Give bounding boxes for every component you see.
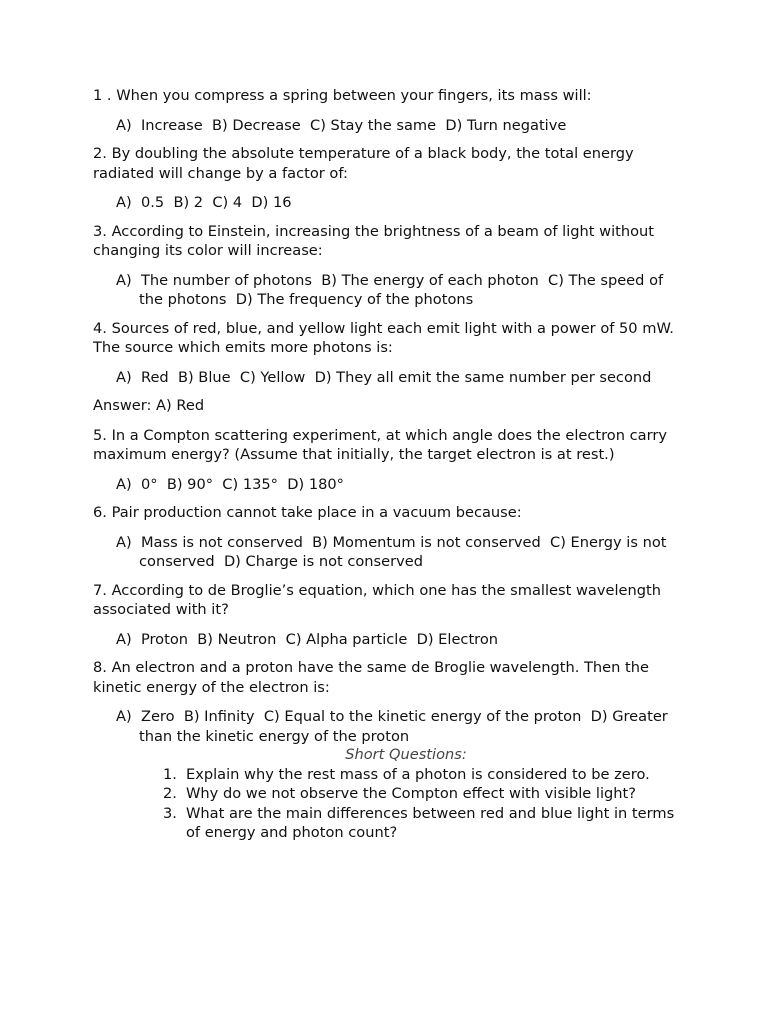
question-4-answer: Answer: A) Red bbox=[93, 397, 205, 414]
question-7-options: A) Proton B) Neutron C) Alpha particle D) Electron bbox=[116, 630, 499, 648]
question-5: 5. In a Compton scattering experiment, at which angle does the electron carry maximum energy? (Assume that initially, the target electron is at rest.) bbox=[93, 426, 667, 463]
list-item-number: 1. bbox=[163, 765, 177, 783]
question-4: 4. Sources of red, blue, and yellow light each emit light with a power of 50 mW. The source which emits more photons is: bbox=[93, 319, 674, 356]
question-2-options: A) 0.5 B) 2 C) 4 D) 16 bbox=[116, 194, 292, 211]
question-5-options: A) 0° B) 90° C) 135° D) 180° bbox=[116, 475, 344, 493]
list-item-number: 3. bbox=[163, 804, 177, 822]
question-4-options: A) Red B) Blue C) Yellow D) They all emit the same number per second bbox=[116, 368, 652, 386]
question-6: 6. Pair production cannot take place in a vacuum because: bbox=[93, 504, 522, 521]
question-6-options: A) Mass is not conserved B) Momentum is not conserved C) Energy is not conserved D) Charge is not conserved bbox=[116, 533, 667, 570]
list-item-text: Explain why the rest mass of a photon is considered to be zero. bbox=[186, 765, 650, 783]
question-7: 7. According to de Broglie’s equation, which one has the smallest wavelength associated with it? bbox=[93, 581, 661, 618]
list-item-text: Why do we not observe the Compton effect with visible light? bbox=[186, 785, 637, 802]
short-questions-title: Short Questions: bbox=[345, 746, 467, 763]
question-8: 8. An electron and a proton have the same de Broglie wavelength. Then the kinetic energy of the electron is: bbox=[93, 659, 649, 696]
list-item bbox=[93, 804, 683, 843]
question-1-options: A) Increase B) Decrease C) Stay the same D) Turn negative bbox=[116, 116, 567, 134]
list-item bbox=[93, 765, 683, 785]
short-questions-list bbox=[93, 765, 683, 843]
question-8-options: A) Zero B) Infinity C) Equal to the kinetic energy of the proton D) Greater than the kinetic energy of the proton bbox=[116, 708, 668, 745]
list-item bbox=[93, 784, 683, 804]
question-3-options: A) The number of photons B) The energy of each photon C) The speed of the photons D) The frequency of the photons bbox=[116, 271, 664, 308]
question-1: 1 . When you compress a spring between your fingers, its mass will: bbox=[93, 87, 592, 104]
document-page bbox=[93, 86, 683, 843]
list-item-number: 2. bbox=[163, 785, 177, 802]
question-3: 3. According to Einstein, increasing the brightness of a beam of light without changing its color will increase: bbox=[93, 222, 655, 259]
list-item-text: What are the main differences between red and blue light in terms of energy and photon count? bbox=[186, 804, 675, 841]
question-2: 2. By doubling the absolute temperature of a black body, the total energy radiated will change by a factor of: bbox=[93, 145, 634, 182]
